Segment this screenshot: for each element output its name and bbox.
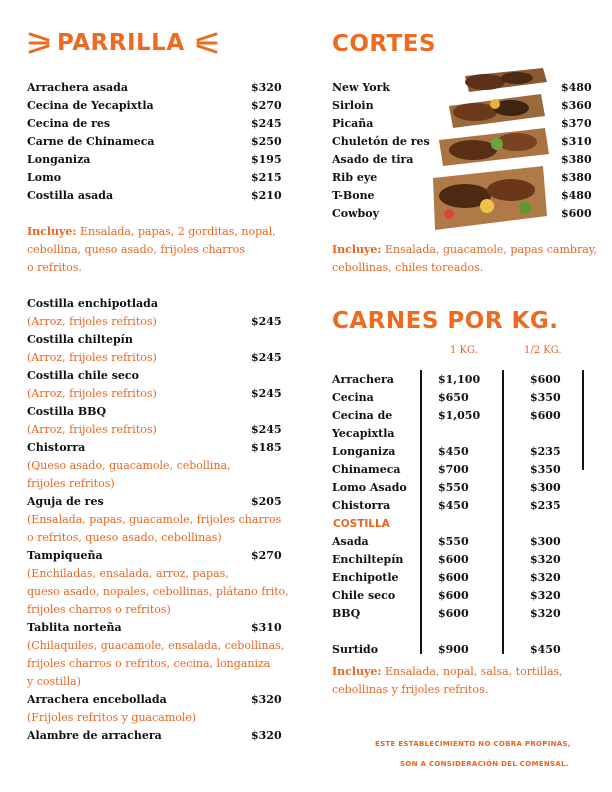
menu-item-name: Cowboy bbox=[332, 207, 379, 220]
menu-item-price: $310 bbox=[561, 135, 592, 148]
includes-line bbox=[332, 665, 563, 678]
menu-item-name: T-Bone bbox=[332, 189, 375, 202]
ornament-left-icon bbox=[28, 30, 50, 56]
includes-line bbox=[27, 261, 82, 274]
menu-item-name: Arrachera encebollada bbox=[27, 693, 167, 706]
menu-item-price: $250 bbox=[251, 135, 282, 148]
kg-row-price-halfkg: $320 bbox=[530, 553, 561, 566]
steak-board-image bbox=[425, 66, 553, 234]
menu-item-name: New York bbox=[332, 81, 391, 94]
menu-item-name: Longaniza bbox=[27, 153, 91, 166]
menu-item-price: $320 bbox=[251, 729, 282, 742]
kg-row-name: Chile seco bbox=[332, 589, 396, 602]
kg-row-price-1kg: $650 bbox=[438, 391, 469, 404]
kg-row-name: Yecapixtla bbox=[332, 427, 395, 440]
menu-item-price: $245 bbox=[251, 387, 282, 400]
menu-item-name: Chistorra bbox=[27, 441, 86, 454]
kg-row-name: Asada bbox=[332, 535, 369, 548]
kg-row-price-1kg: $450 bbox=[438, 445, 469, 458]
includes-line bbox=[332, 683, 488, 696]
menu-item-name: Cecina de Yecapixtla bbox=[27, 99, 154, 112]
kg-row-name: Cecina bbox=[332, 391, 374, 404]
menu-item-description: (Arroz, frijoles refritos) bbox=[27, 387, 157, 400]
menu-item-price: $210 bbox=[251, 189, 282, 202]
carnes-kg-title: CARNES POR KG. bbox=[332, 308, 559, 334]
includes-text: Ensalada, guacamole, papas cambray, bbox=[381, 243, 598, 256]
kg-row-price-halfkg: $320 bbox=[530, 589, 561, 602]
includes-text: cebollinas y frijoles refritos. bbox=[332, 683, 489, 696]
kg-row-price-halfkg: $235 bbox=[530, 445, 561, 458]
menu-item-name: Cecina de res bbox=[27, 117, 111, 130]
menu-item-price: $195 bbox=[251, 153, 282, 166]
kg-row-name: Chinameca bbox=[332, 463, 401, 476]
includes-label: Incluye: bbox=[332, 243, 382, 256]
menu-item-description: (Queso asado, guacamole, cebollina, bbox=[27, 459, 231, 472]
column-divider bbox=[502, 370, 504, 654]
menu-item-price: $245 bbox=[251, 315, 282, 328]
kg-row-price-1kg: $900 bbox=[438, 643, 469, 656]
menu-item-price: $310 bbox=[251, 621, 282, 634]
menu-item-price: $205 bbox=[251, 495, 282, 508]
kg-row-price-1kg: $450 bbox=[438, 499, 469, 512]
menu-item-price: $270 bbox=[251, 549, 282, 562]
column-1kg-header: 1 KG. bbox=[450, 345, 478, 356]
kg-row-price-1kg: $700 bbox=[438, 463, 469, 476]
menu-item-price: $215 bbox=[251, 171, 282, 184]
kg-row-name: Arrachera bbox=[332, 373, 394, 386]
menu-item-price: $360 bbox=[561, 99, 592, 112]
menu-item-price: $320 bbox=[251, 81, 282, 94]
includes-line bbox=[332, 261, 483, 274]
includes-label: Incluye: bbox=[27, 225, 77, 238]
menu-item-name: Aguja de res bbox=[27, 495, 104, 508]
kg-row-price-1kg: $600 bbox=[438, 607, 469, 620]
menu-item-name: Tampiqueña bbox=[27, 549, 103, 562]
menu-item-description: (Enchiladas, ensalada, arroz, papas, bbox=[27, 567, 229, 580]
footer-line-2: SON A CONSIDERACIÓN DEL COMENSAL. bbox=[400, 760, 569, 768]
menu-item-description: (Frijoles refritos y guacamole) bbox=[27, 711, 197, 724]
menu-item-name: Costilla BBQ bbox=[27, 405, 107, 418]
menu-item-name: Costilla enchipotlada bbox=[27, 297, 158, 310]
parrilla-title: PARRILLA bbox=[57, 30, 185, 56]
kg-row-price-1kg: $1,100 bbox=[438, 373, 481, 386]
menu-item-name: Alambre de arrachera bbox=[27, 729, 162, 742]
kg-row-price-halfkg: $300 bbox=[530, 535, 561, 548]
includes-label: Incluye: bbox=[332, 665, 382, 678]
column-divider bbox=[582, 370, 584, 470]
kg-row-price-halfkg: $600 bbox=[530, 409, 561, 422]
menu-item-price: $245 bbox=[251, 351, 282, 364]
menu-item-description: (Chilaquiles, guacamole, ensalada, cebollinas, bbox=[27, 639, 285, 652]
menu-item-price: $320 bbox=[251, 693, 282, 706]
menu-item-name: Lomo bbox=[27, 171, 62, 184]
menu-item-description: frijoles charros o refritos, cecina, longaniza bbox=[27, 657, 271, 670]
menu-item-name: Carne de Chinameca bbox=[27, 135, 155, 148]
ornament-right-icon bbox=[196, 30, 218, 56]
kg-row-name: Chistorra bbox=[332, 499, 391, 512]
includes-text: cebollinas, chiles toreados. bbox=[332, 261, 484, 274]
kg-row-name: Lomo Asado bbox=[332, 481, 407, 494]
kg-row-name: Cecina de bbox=[332, 409, 393, 422]
menu-item-price: $600 bbox=[561, 207, 592, 220]
menu-item-description: (Arroz, frijoles refritos) bbox=[27, 351, 157, 364]
menu-item-name: Picaña bbox=[332, 117, 374, 130]
kg-row-price-1kg: $1,050 bbox=[438, 409, 481, 422]
kg-row-price-halfkg: $350 bbox=[530, 391, 561, 404]
column-divider bbox=[420, 370, 422, 654]
menu-item-name: Rib eye bbox=[332, 171, 378, 184]
menu-item-price: $185 bbox=[251, 441, 282, 454]
includes-text: Ensalada, papas, 2 gorditas, nopal, bbox=[76, 225, 276, 238]
column-halfkg-header: 1/2 KG. bbox=[524, 345, 562, 356]
menu-item-name: Tablita norteña bbox=[27, 621, 122, 634]
kg-row-name: Longaniza bbox=[332, 445, 396, 458]
menu-item-description: frijoles refritos) bbox=[27, 477, 115, 490]
kg-row-price-1kg: $550 bbox=[438, 481, 469, 494]
kg-row-price-1kg: $600 bbox=[438, 553, 469, 566]
costilla-subheading: COSTILLA bbox=[333, 518, 390, 530]
kg-row-price-halfkg: $320 bbox=[530, 607, 561, 620]
kg-row-price-halfkg: $350 bbox=[530, 463, 561, 476]
menu-item-name: Chuletón de res bbox=[332, 135, 430, 148]
includes-line bbox=[27, 243, 245, 256]
includes-text: Ensalada, nopal, salsa, tortillas, bbox=[381, 665, 563, 678]
kg-row-name: Enchipotle bbox=[332, 571, 399, 584]
kg-row-price-1kg: $600 bbox=[438, 571, 469, 584]
includes-line bbox=[27, 225, 276, 238]
kg-row-price-1kg: $550 bbox=[438, 535, 469, 548]
menu-item-description: frijoles charros o refritos) bbox=[27, 603, 171, 616]
menu-item-price: $370 bbox=[561, 117, 592, 130]
kg-row-price-halfkg: $450 bbox=[530, 643, 561, 656]
menu-item-description: y costilla) bbox=[27, 675, 81, 688]
menu-item-name: Costilla chiltepín bbox=[27, 333, 133, 346]
menu-item-description: (Arroz, frijoles refritos) bbox=[27, 315, 157, 328]
menu-item-price: $245 bbox=[251, 117, 282, 130]
menu-item-price: $245 bbox=[251, 423, 282, 436]
menu-item-price: $480 bbox=[561, 189, 592, 202]
menu-item-price: $380 bbox=[561, 153, 592, 166]
kg-row-price-1kg: $600 bbox=[438, 589, 469, 602]
menu-item-name: Costilla chile seco bbox=[27, 369, 139, 382]
menu-item-name: Costilla asada bbox=[27, 189, 114, 202]
kg-row-name: Surtido bbox=[332, 643, 379, 656]
includes-text: cebollina, queso asado, frijoles charros bbox=[27, 243, 245, 256]
kg-row-price-halfkg: $600 bbox=[530, 373, 561, 386]
menu-item-price: $380 bbox=[561, 171, 592, 184]
menu-item-description: o refritos, queso asado, cebollinas) bbox=[27, 531, 222, 544]
kg-row-price-halfkg: $300 bbox=[530, 481, 561, 494]
includes-line bbox=[332, 243, 597, 256]
menu-item-description: queso asado, nopales, cebollinas, plátano frito, bbox=[27, 585, 289, 598]
includes-text: o refritos. bbox=[27, 261, 82, 274]
kg-row-name: BBQ bbox=[332, 607, 361, 620]
kg-row-name: Enchiltepín bbox=[332, 553, 404, 566]
menu-item-description: (Ensalada, papas, guacamole, frijoles charros bbox=[27, 513, 282, 526]
menu-item-price: $270 bbox=[251, 99, 282, 112]
kg-row-price-halfkg: $320 bbox=[530, 571, 561, 584]
footer-line-1: ESTE ESTABLECIMIENTO NO COBRA PROPINAS, bbox=[375, 740, 571, 748]
menu-item-name: Asado de tira bbox=[332, 153, 414, 166]
menu-item-name: Arrachera asada bbox=[27, 81, 128, 94]
menu-item-description: (Arroz, frijoles refritos) bbox=[27, 423, 157, 436]
menu-item-price: $480 bbox=[561, 81, 592, 94]
menu-item-name: Sirloin bbox=[332, 99, 374, 112]
kg-row-price-halfkg: $235 bbox=[530, 499, 561, 512]
cortes-title: CORTES bbox=[332, 31, 437, 57]
